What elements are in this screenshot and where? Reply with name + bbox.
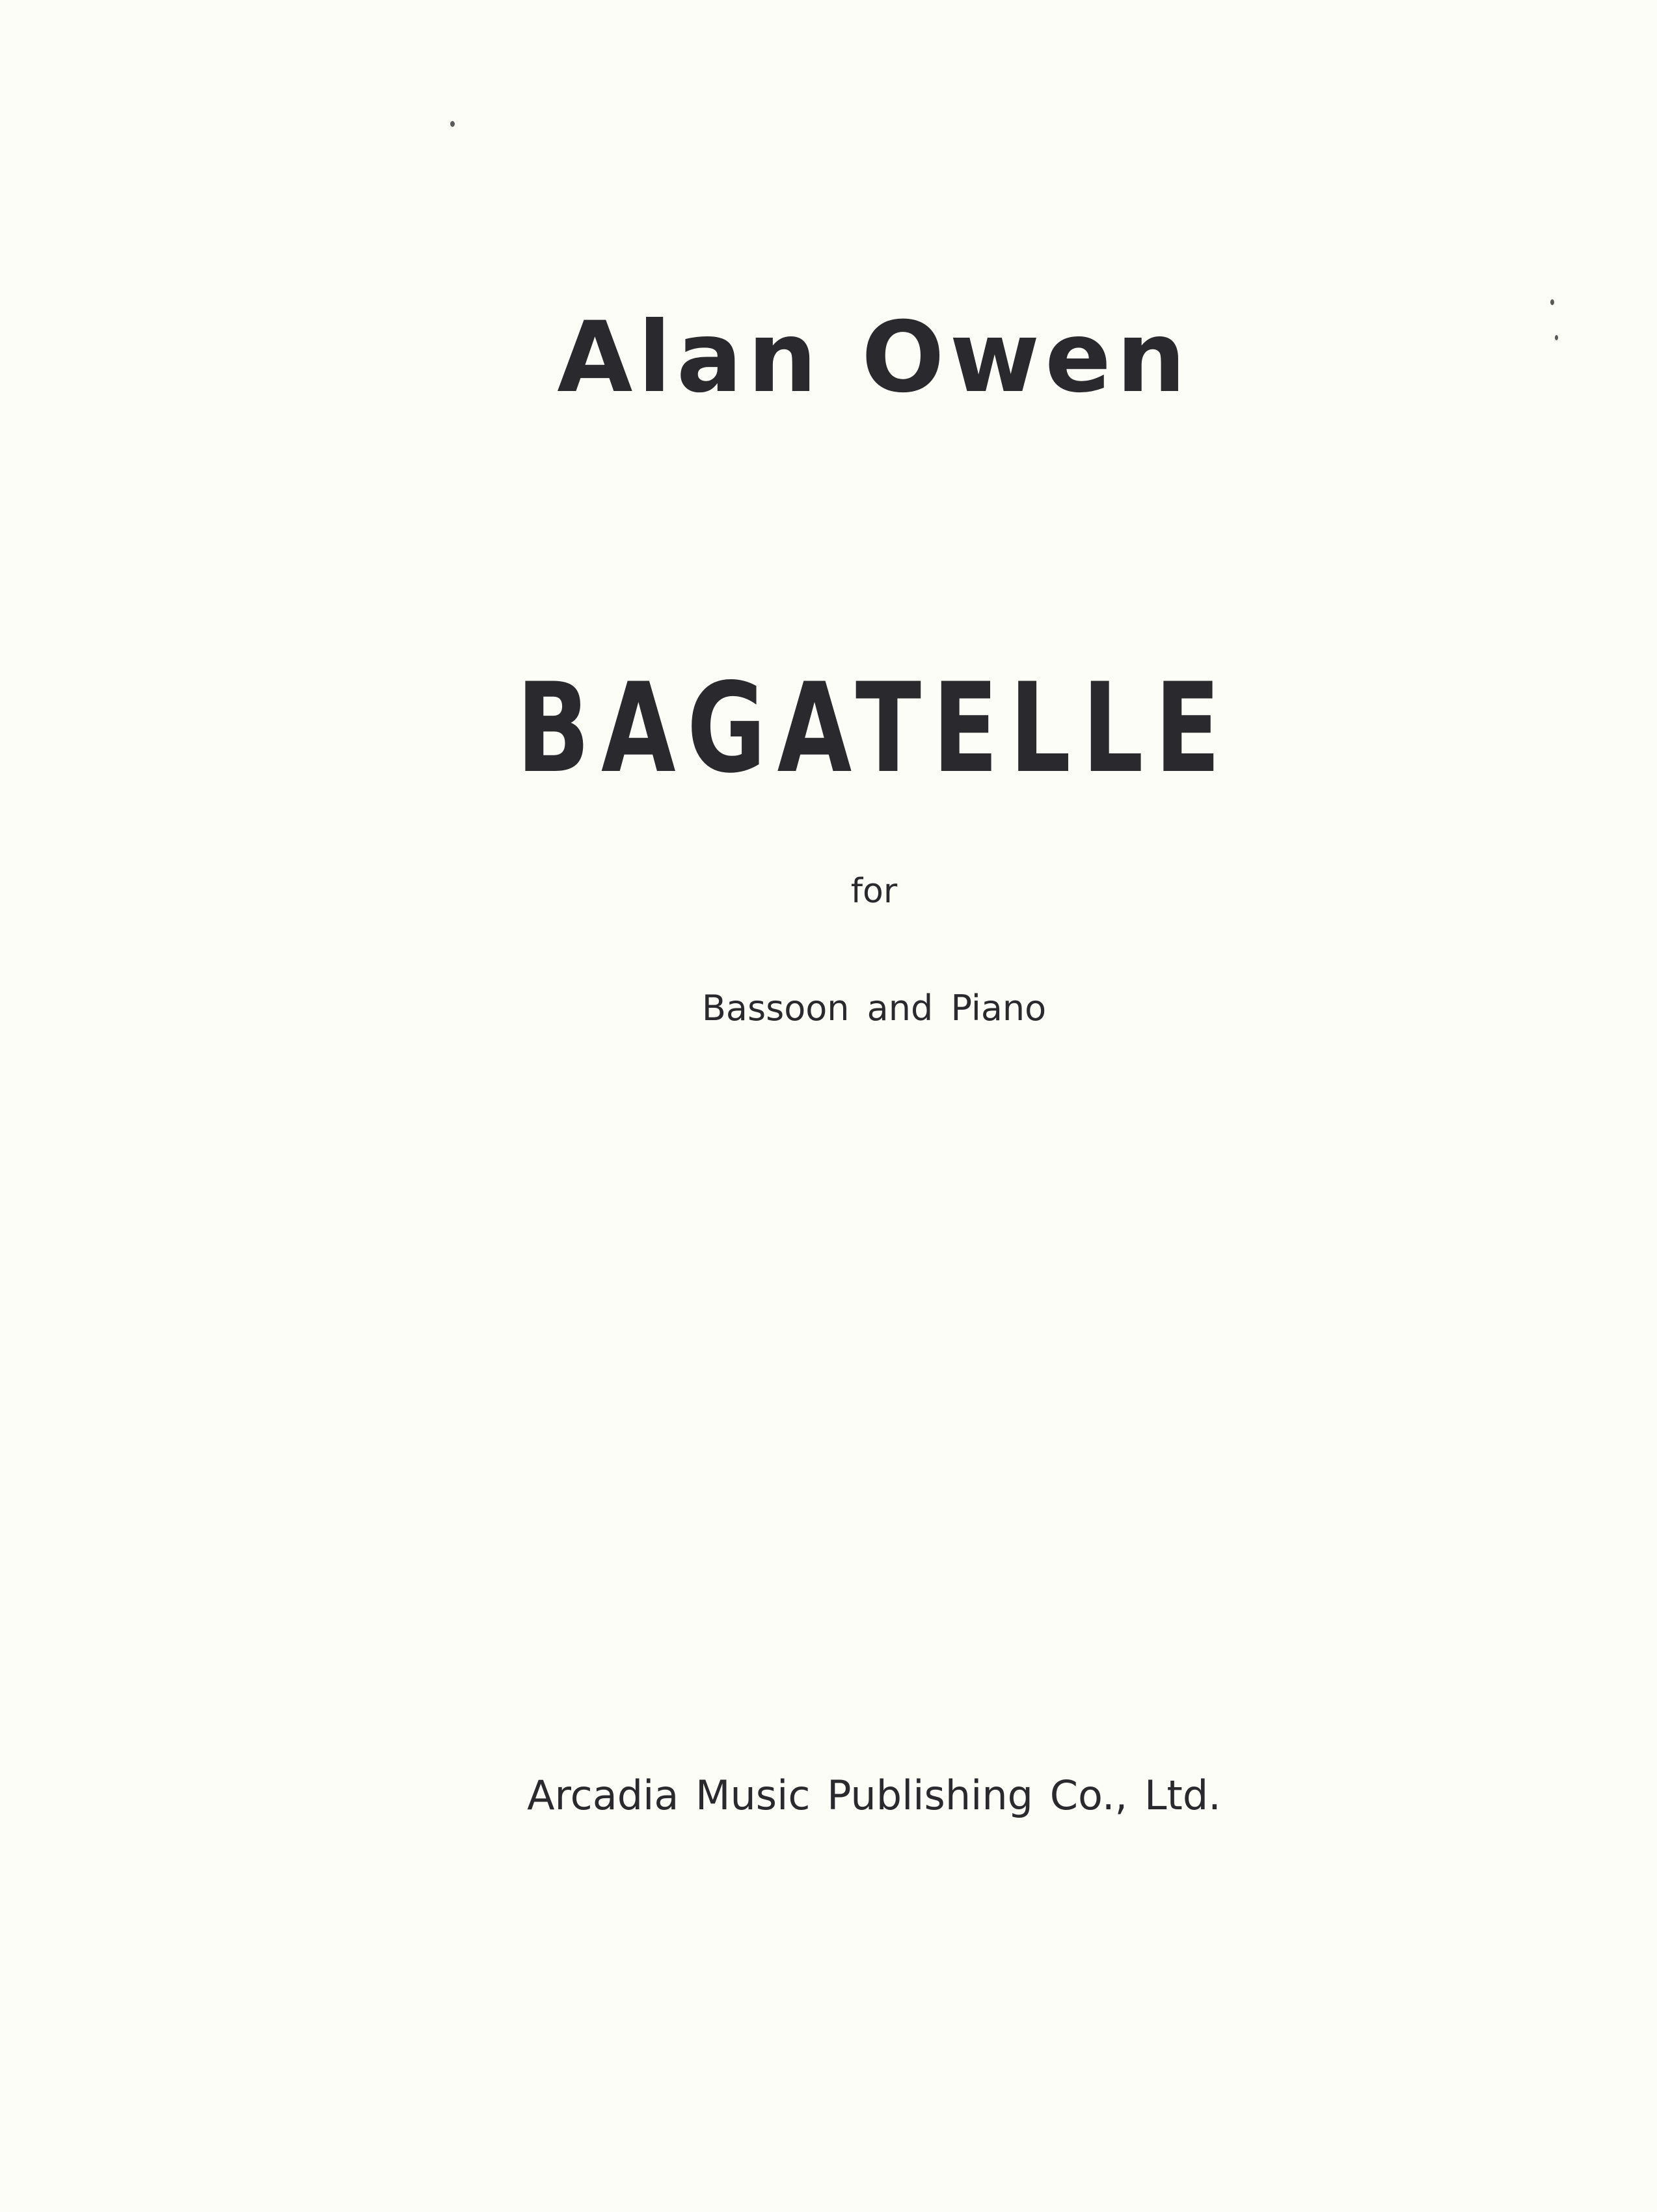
work-title: BAGATELLE	[516, 656, 1232, 800]
paper-speck	[450, 121, 455, 127]
publisher-name: Arcadia Music Publishing Co., Ltd.	[527, 1772, 1221, 1819]
composer-name: Alan Owen	[557, 301, 1191, 414]
instrumentation: Bassoon and Piano	[701, 988, 1047, 1029]
for-label: for	[850, 872, 898, 911]
